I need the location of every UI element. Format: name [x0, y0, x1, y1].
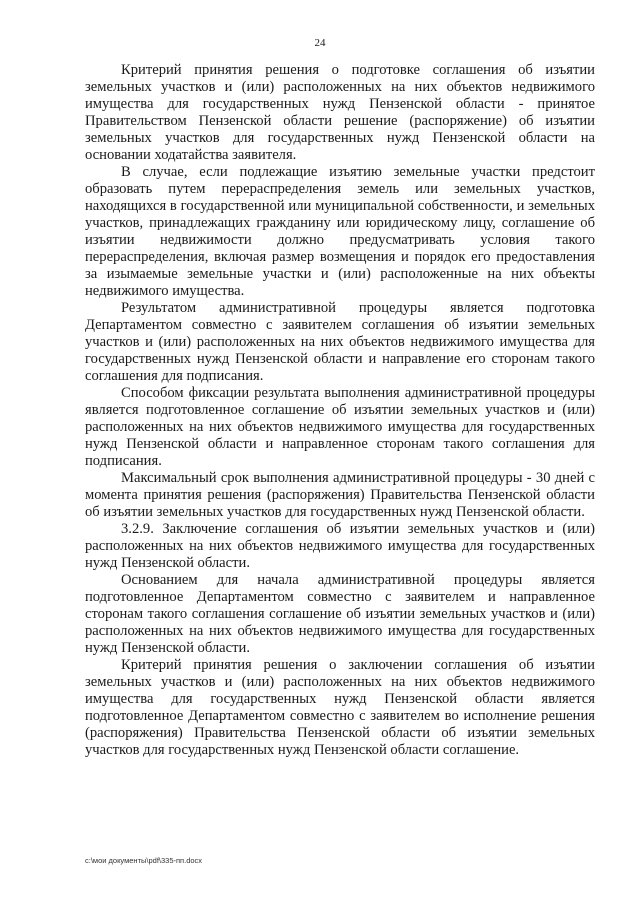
paragraph-decision-criterion: Критерий принятия решения о подготовке соглашения об изъятии земельных участков и (или) расположенных на них объектов недвижимого имущества для государственных нужд Пензенской области - принятое Правительством Пензенской области решение (распоряжение) об изъятии земельных участков для государственных нужд Пензенской области на основании ходатайства заявителя. — [85, 62, 595, 163]
paragraph-max-duration: Максимальный срок выполнения административной процедуры - 30 дней с момента принятия решения (распоряжения) Правительства Пензенской области об изъятии земельных участков для государственных нужд Пензенской области. — [85, 470, 595, 520]
paragraph-redistribution-case: В случае, если подлежащие изъятию земельные участки предстоит образовать путем перераспределения земель или земельных участков, находящихся в государственной или муниципальной собственности, и земельных участков, принадлежащих гражданину или юридическому лицу, соглашение об изъятии недвижимости должно предусматривать условия такого перераспределения, включая размер возмещения и порядок его предоставления за изымаемые земельные участки и (или) расположенные на них объекты недвижимого имущества. — [85, 164, 595, 299]
paragraph-result-recording: Способом фиксации результата выполнения административной процедуры является подготовленное соглашение об изъятии земельных участков и (или) расположенных на них объектов недвижимого имущества для государственных нужд Пензенской области и направленное сторонам такого соглашения для подписания. — [85, 385, 595, 469]
paragraph-procedure-basis: Основанием для начала административной процедуры является подготовленное Департаментом совместно с заявителем и направленное сторонам такого соглашения соглашение об изъятии земельных участков и (или) расположенных на них объектов недвижимого имущества для государственных нужд Пензенской области. — [85, 572, 595, 656]
paragraph-conclusion-criterion: Критерий принятия решения о заключении соглашения об изъятии земельных участков и (или) расположенных на них объектов недвижимого имущества для государственных нужд Пензенской области является подготовленное Департаментом совместно с заявителем во исполнение решения (распоряжения) Правительства Пензенской области об изъятии земельных участков для государственных нужд Пензенской области соглашение. — [85, 657, 595, 758]
document-body — [85, 62, 595, 759]
page-number: 24 — [314, 37, 326, 49]
paragraph-section-heading-3-2-9: 3.2.9. Заключение соглашения об изъятии земельных участков и (или) расположенных на них объектов недвижимого имущества для государственных нужд Пензенской области. — [85, 521, 595, 571]
footer-file-path: c:\мои документы\pdf\335-пп.docx — [85, 856, 203, 865]
paragraph-procedure-result: Результатом административной процедуры является подготовка Департаментом совместно с заявителем соглашения об изъятии земельных участков и (или) расположенных на них объектов недвижимого имущества для государственных нужд Пензенской области и направление его сторонам такого соглашения для подписания. — [85, 300, 595, 384]
